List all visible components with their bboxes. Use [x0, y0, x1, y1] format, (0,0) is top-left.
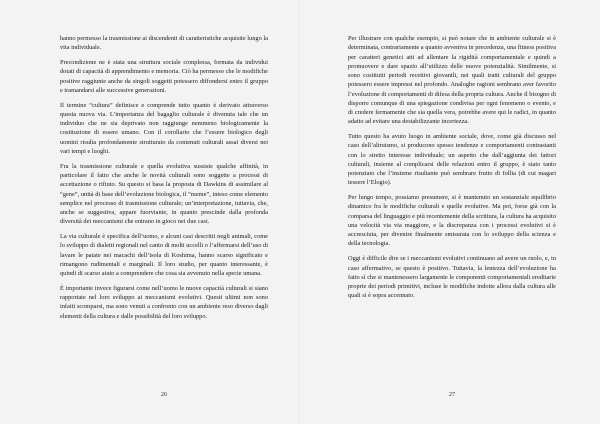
- paragraph: Il termine “cultura” definisce e comprende tutto quanto è derivato attraverso questa nuova via. L’importanza del bagaglio culturale è divenuta tale che un individuo che ne sia deprivato non raggiunge nemmeno biologicamente la costituzione di essere umano. Con il corollario che l’essere biologico degli uomini risulta profondamente strutturato da contenuti culturali assai diversi nei vari tempi e luoghi.: [60, 101, 268, 155]
- paragraph: Precondizione ne è stata una struttura sociale complessa, formata da individui dotati di capacità di apprendimento e memoria. Ciò ha permesso che le modifiche positive raggiunte anche da singoli soggetti potessero diffondersi entro il gruppo e tramandarsi alle successive generazioni.: [60, 59, 268, 94]
- right-page-text: [348, 34, 556, 306]
- left-page: [0, 0, 299, 424]
- page-number: 27: [448, 391, 456, 398]
- paragraph: È importante invece figurarsi come nell’uomo le nuove capacità culturali si siano rapportate nel loro sviluppo ai meccanismi evolutivi. Questi ultimi non sono infatti scomparsi, ma sono venuti a confronto con un ambiente reso diverso dagli elementi della cultura e dalle possibilità del loro sviluppo.: [60, 284, 268, 320]
- paragraph: hanno permesso la trasmissione ai discendenti di caratteristiche acquisite lungo la vita individuale.: [60, 35, 268, 52]
- paragraph: Fra la trasmissione culturale e quella evolutiva sussiste qualche affinità, in particolare il fatto che anche le novità culturali sono soggette a processi di accettazione o rifiuto. Su questo si basa la proposta di Dawkins di assimilare al “gene”, unità di base dell’evoluzione biologica, il “meme”, inteso come elemento semplice nel processo di trasmissione culturale; un’interpretazione, tuttavia, che, anche se suggestiva, appare fuorviante, in quanto prescinde dalla profonda diversità dei meccanismi che entrano in gioco nei due casi.: [60, 162, 268, 226]
- paragraph: Tutto questo ha avuto luogo in ambiente sociale, dove, come già discusso nel caso dell’altruismo, si producono spesso tendenze e comportamenti contrastanti con lo stretto interesse individuale; un aspetto che dall’aggiunta dei fattori culturali, insieme al complicarsi delle relazioni entro il gruppo, è stato tanto potenziato che l’insieme risultante può sembrare frutto di follia (di cui magari tessere l’Elogio).: [348, 133, 556, 187]
- page-number: 26: [160, 391, 168, 398]
- paragraph: Oggi è difficile dire se i meccanismi evolutivi continuano ad avere un ruolo, e, in caso affermativo, se questo è positivo. Tuttavia, la lentezza dell’evoluzione ha fatto sì che si mantenessero largamente le componenti comportamentali ereditarie proprie dei periodi primitivi, incluse le modifiche indotte allora dalla cultura alle quali si è sopra accennato.: [348, 255, 556, 300]
- paragraph: Per lungo tempo, possiamo presumere, si è mantenuto un sostanziale equilibrio dinamico fra le modifiche culturali e quelle evolutive. Ma poi, forse già con la comparsa del linguaggio e più recentemente della scrittura, la cultura ha acquisito una velocità via via maggiore, e la discrepanza con i processi evolutivi si è accresciuta, per divenire finalmente smisurata con lo sviluppo della scienza e della tecnologia.: [348, 194, 556, 248]
- paragraph: La via culturale è specifica dell’uomo, e alcuni casi descritti negli animali, come lo sviluppo di dialetti regionali nel canto di molti uccelli o l’affermarsi dell’uso di lavare le patate nei macachi dell’isola di Koshima, hanno scarso significato e rimangono rudimentali e marginali. Il loro studio, per quanto interessante, è quindi di scarso aiuto a comprendere che cosa sia avvenuto nella specie umana.: [60, 233, 268, 278]
- left-page-text: [60, 34, 268, 327]
- right-page: [301, 0, 600, 424]
- paragraph: Per illustrare con qualche esempio, si può notare che in ambiente culturale si è determinata, contrariamente a quanto avveniva in precedenza, una fitness positiva per caratteri genetici atti ad allentare la rigidità comportamentale e quindi a promuovere e dare spazio all’utilizzo delle nuove potenzialità. Similmente, si sono costituiti periodi recettivi giovanili, nei quali tratti culturali del gruppo potessero essere impressi nel profondo. Analoghe ragioni sembrano aver favorito l’evoluzione di comportamenti di difesa della propria cultura. Anche il bisogno di disporre comunque di una spiegazione condivisa per ogni fenomeno o evento, e di credere fermamente che sia quella vera, potrebbe avere qui le radici, in quanto adatto ad evitare una destabilizzante incertezza.: [348, 35, 556, 126]
